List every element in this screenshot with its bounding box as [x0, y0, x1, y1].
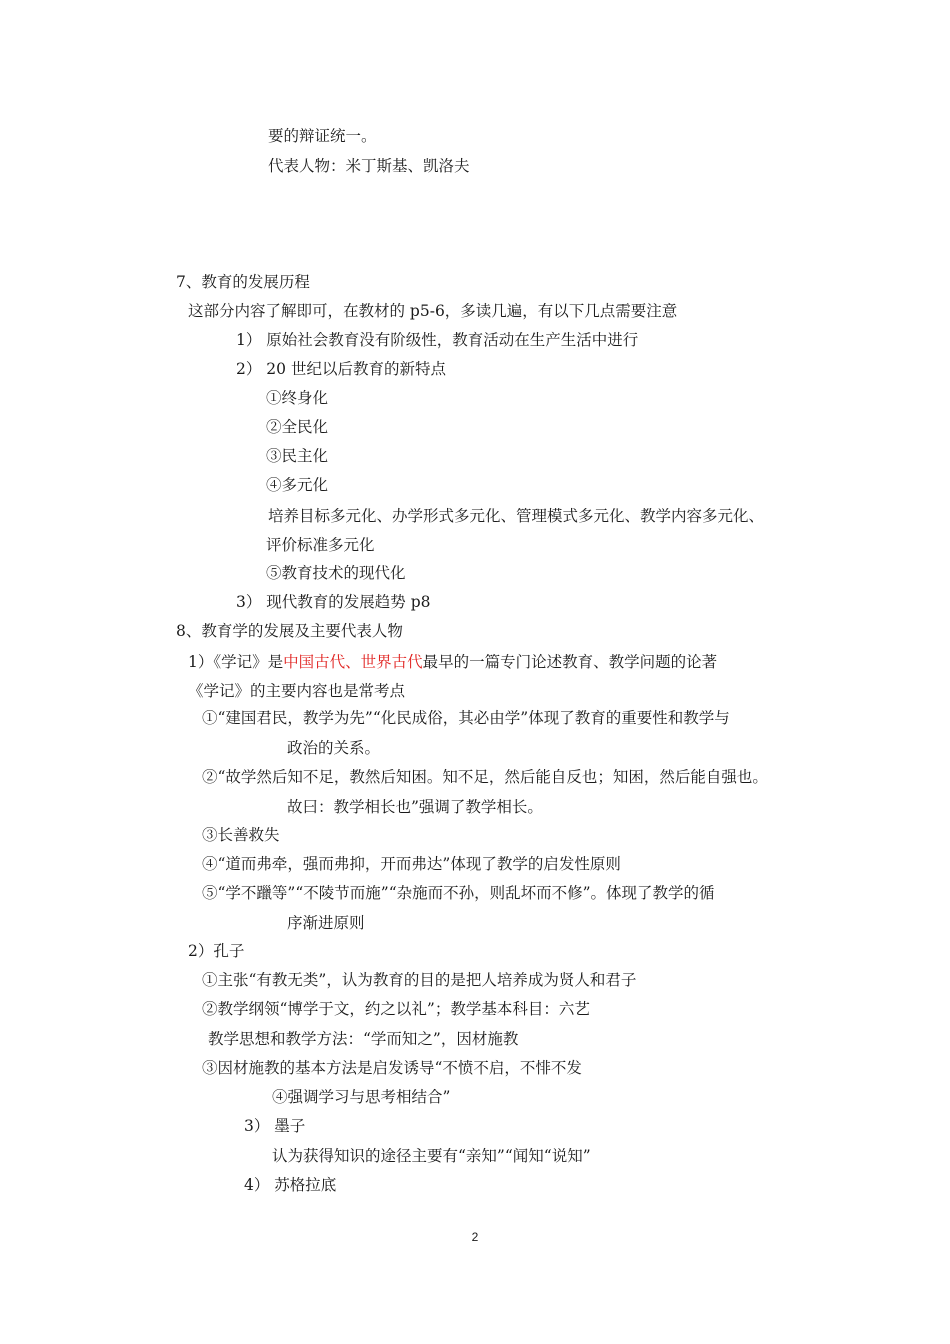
text-line: 这部分内容了解即可，在教材的 p5-6，多读几遍，有以下几点需要注意	[188, 302, 678, 320]
list-item: ①终身化	[266, 389, 329, 407]
xueji-line	[188, 652, 717, 672]
list-item: 1） 原始社会教育没有阶级性，教育活动在生产生活中进行	[236, 331, 639, 349]
text-line: 要的辩证统一。	[268, 127, 377, 145]
list-item: ③因材施教的基本方法是启发诱导“不愤不启，不悱不发	[202, 1059, 582, 1077]
list-item: ①“建国君民，教学为先”“化民成俗，其必由学”体现了教育的重要性和教学与	[202, 709, 730, 727]
list-item: 3） 墨子	[244, 1117, 306, 1135]
xueji-suffix: 最早的一篇专门论述教育、教学问题的论著	[422, 653, 718, 671]
list-item: 2） 20 世纪以后教育的新特点	[236, 360, 446, 378]
section-heading: 8、教育学的发展及主要代表人物	[176, 622, 403, 640]
text-line: 评价标准多元化	[266, 536, 375, 554]
list-item: ⑤“学不躐等”“不陵节而施”“杂施而不孙，则乱坏而不修”。体现了教学的循	[202, 884, 715, 902]
text-line: 《学记》的主要内容也是常考点	[188, 682, 406, 700]
list-item: ②教学纲领“博学于文，约之以礼”；教学基本科目：六艺	[202, 1000, 590, 1018]
text-line: 教学思想和教学方法：“学而知之”，因材施教	[208, 1030, 519, 1048]
list-item: 4） 苏格拉底	[244, 1176, 337, 1194]
list-item: ④“道而弗牵，强而弗抑，开而弗达”体现了教学的启发性原则	[202, 855, 621, 873]
page-number: 2	[471, 1230, 479, 1244]
list-item: 2）孔子	[188, 942, 245, 960]
highlight-text: 中国古代、世界古代	[283, 653, 423, 671]
text-line: 培养目标多元化、办学形式多元化、管理模式多元化、教学内容多元化、	[268, 507, 765, 525]
list-item: ④强调学习与思考相结合”	[272, 1088, 451, 1106]
text-line: 序渐进原则	[287, 914, 365, 932]
list-item: 3） 现代教育的发展趋势 p8	[236, 593, 431, 611]
list-item: ②“故学然后知不足，教然后知困。知不足，然后能自反也；知困，然后能自强也。	[202, 768, 768, 786]
list-item: ②全民化	[266, 418, 329, 436]
text-line: 认为获得知识的途径主要有“亲知”“闻知“说知”	[272, 1147, 591, 1165]
list-item: ④多元化	[266, 476, 329, 494]
text-line: 故曰：教学相长也”强调了教学相长。	[287, 798, 543, 816]
text-line: 代表人物：米丁斯基、凯洛夫	[268, 157, 470, 175]
xueji-prefix: 1）《学记》是	[188, 653, 284, 671]
list-item: ③长善救失	[202, 826, 280, 844]
section-heading: 7、教育的发展历程	[176, 273, 310, 291]
list-item: ⑤教育技术的现代化	[266, 564, 406, 582]
list-item: ③民主化	[266, 447, 329, 465]
list-item: ①主张“有教无类”，认为教育的目的是把人培养成为贤人和君子	[202, 971, 637, 989]
text-line: 政治的关系。	[287, 739, 381, 757]
